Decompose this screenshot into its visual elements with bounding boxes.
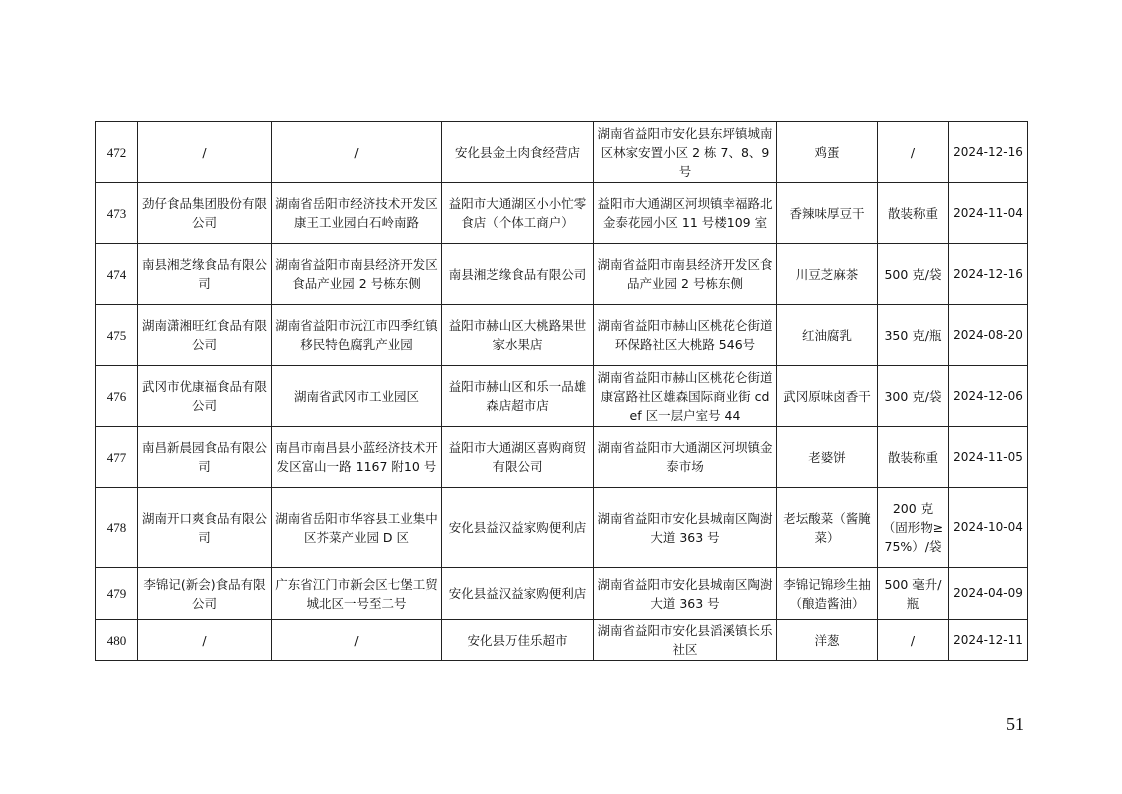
product-spec: 500 毫升/瓶 bbox=[878, 568, 949, 620]
production-date: 2024-12-16 bbox=[949, 244, 1028, 305]
product-spec: 200 克（固形物≥75%）/袋 bbox=[878, 488, 949, 568]
table-row bbox=[96, 305, 1028, 366]
seller-address: 湖南省益阳市南县经济开发区食品产业园 2 号栋东侧 bbox=[594, 244, 777, 305]
table-row bbox=[96, 122, 1028, 183]
manufacturer-address: 湖南省武冈市工业园区 bbox=[272, 366, 442, 427]
product-name: 老婆饼 bbox=[777, 427, 878, 488]
page-number: 51 bbox=[1006, 714, 1024, 734]
row-number: 479 bbox=[96, 568, 138, 620]
production-date: 2024-12-06 bbox=[949, 366, 1028, 427]
manufacturer-name: 李锦记(新会)食品有限公司 bbox=[138, 568, 272, 620]
table-row bbox=[96, 568, 1028, 620]
product-spec: 500 克/袋 bbox=[878, 244, 949, 305]
product-spec: 散装称重 bbox=[878, 183, 949, 244]
row-number: 473 bbox=[96, 183, 138, 244]
manufacturer-address: 湖南省益阳市南县经济开发区食品产业园 2 号栋东侧 bbox=[272, 244, 442, 305]
row-number: 480 bbox=[96, 620, 138, 661]
product-spec: 350 克/瓶 bbox=[878, 305, 949, 366]
product-name: 洋葱 bbox=[777, 620, 878, 661]
seller-name: 益阳市赫山区和乐一品雄森店超市店 bbox=[442, 366, 594, 427]
records-table bbox=[95, 121, 1028, 661]
manufacturer-address: / bbox=[272, 620, 442, 661]
product-name: 香辣味厚豆干 bbox=[777, 183, 878, 244]
seller-name: 益阳市大通湖区小小忙零食店（个体工商户） bbox=[442, 183, 594, 244]
manufacturer-name: 湖南开口爽食品有限公司 bbox=[138, 488, 272, 568]
manufacturer-name: / bbox=[138, 620, 272, 661]
product-name: 老坛酸菜（酱腌菜） bbox=[777, 488, 878, 568]
table-row bbox=[96, 620, 1028, 661]
product-name: 红油腐乳 bbox=[777, 305, 878, 366]
production-date: 2024-12-11 bbox=[949, 620, 1028, 661]
seller-name: 安化县益汉益家购便利店 bbox=[442, 488, 594, 568]
manufacturer-address: 湖南省益阳市沅江市四季红镇移民特色腐乳产业园 bbox=[272, 305, 442, 366]
production-date: 2024-12-16 bbox=[949, 122, 1028, 183]
manufacturer-name: / bbox=[138, 122, 272, 183]
seller-address: 湖南省益阳市大通湖区河坝镇金泰市场 bbox=[594, 427, 777, 488]
product-name: 李锦记锦珍生抽（酿造酱油） bbox=[777, 568, 878, 620]
seller-name: 南县湘芝缘食品有限公司 bbox=[442, 244, 594, 305]
row-number: 472 bbox=[96, 122, 138, 183]
manufacturer-address: 南昌市南昌县小蓝经济技术开发区富山一路 1167 附10 号 bbox=[272, 427, 442, 488]
product-spec: 散装称重 bbox=[878, 427, 949, 488]
manufacturer-address: 广东省江门市新会区七堡工贸城北区一号至二号 bbox=[272, 568, 442, 620]
table-row bbox=[96, 427, 1028, 488]
row-number: 477 bbox=[96, 427, 138, 488]
row-number: 475 bbox=[96, 305, 138, 366]
manufacturer-name: 南县湘芝缘食品有限公司 bbox=[138, 244, 272, 305]
seller-address: 湖南省益阳市安化县城南区陶澍大道 363 号 bbox=[594, 568, 777, 620]
product-spec: / bbox=[878, 122, 949, 183]
seller-address: 湖南省益阳市赫山区桃花仑街道环保路社区大桃路 546号 bbox=[594, 305, 777, 366]
product-spec: / bbox=[878, 620, 949, 661]
table-row bbox=[96, 488, 1028, 568]
product-name: 鸡蛋 bbox=[777, 122, 878, 183]
manufacturer-address: / bbox=[272, 122, 442, 183]
seller-name: 益阳市大通湖区喜购商贸有限公司 bbox=[442, 427, 594, 488]
seller-name: 益阳市赫山区大桃路果世家水果店 bbox=[442, 305, 594, 366]
production-date: 2024-11-04 bbox=[949, 183, 1028, 244]
product-name: 川豆芝麻茶 bbox=[777, 244, 878, 305]
manufacturer-name: 劲仔食品集团股份有限公司 bbox=[138, 183, 272, 244]
production-date: 2024-10-04 bbox=[949, 488, 1028, 568]
seller-name: 安化县益汉益家购便利店 bbox=[442, 568, 594, 620]
manufacturer-address: 湖南省岳阳市华容县工业集中区芥菜产业园 D 区 bbox=[272, 488, 442, 568]
product-spec: 300 克/袋 bbox=[878, 366, 949, 427]
product-name: 武冈原味卤香干 bbox=[777, 366, 878, 427]
table-row bbox=[96, 183, 1028, 244]
production-date: 2024-11-05 bbox=[949, 427, 1028, 488]
row-number: 478 bbox=[96, 488, 138, 568]
table-row bbox=[96, 244, 1028, 305]
manufacturer-name: 南昌新晨园食品有限公司 bbox=[138, 427, 272, 488]
table-row bbox=[96, 366, 1028, 427]
row-number: 476 bbox=[96, 366, 138, 427]
manufacturer-name: 湖南潇湘旺红食品有限公司 bbox=[138, 305, 272, 366]
row-number: 474 bbox=[96, 244, 138, 305]
seller-name: 安化县金土肉食经营店 bbox=[442, 122, 594, 183]
production-date: 2024-08-20 bbox=[949, 305, 1028, 366]
manufacturer-name: 武冈市优康福食品有限公司 bbox=[138, 366, 272, 427]
seller-address: 湖南省益阳市安化县滔溪镇长乐社区 bbox=[594, 620, 777, 661]
manufacturer-address: 湖南省岳阳市经济技术开发区康王工业园白石岭南路 bbox=[272, 183, 442, 244]
seller-address: 湖南省益阳市安化县东坪镇城南区林家安置小区 2 栋 7、8、9 号 bbox=[594, 122, 777, 183]
seller-address: 益阳市大通湖区河坝镇幸福路北金泰花园小区 11 号楼109 室 bbox=[594, 183, 777, 244]
seller-name: 安化县万佳乐超市 bbox=[442, 620, 594, 661]
seller-address: 湖南省益阳市赫山区桃花仑街道康富路社区雄森国际商业街 cdef 区一层户室号 44 bbox=[594, 366, 777, 427]
seller-address: 湖南省益阳市安化县城南区陶澍大道 363 号 bbox=[594, 488, 777, 568]
production-date: 2024-04-09 bbox=[949, 568, 1028, 620]
